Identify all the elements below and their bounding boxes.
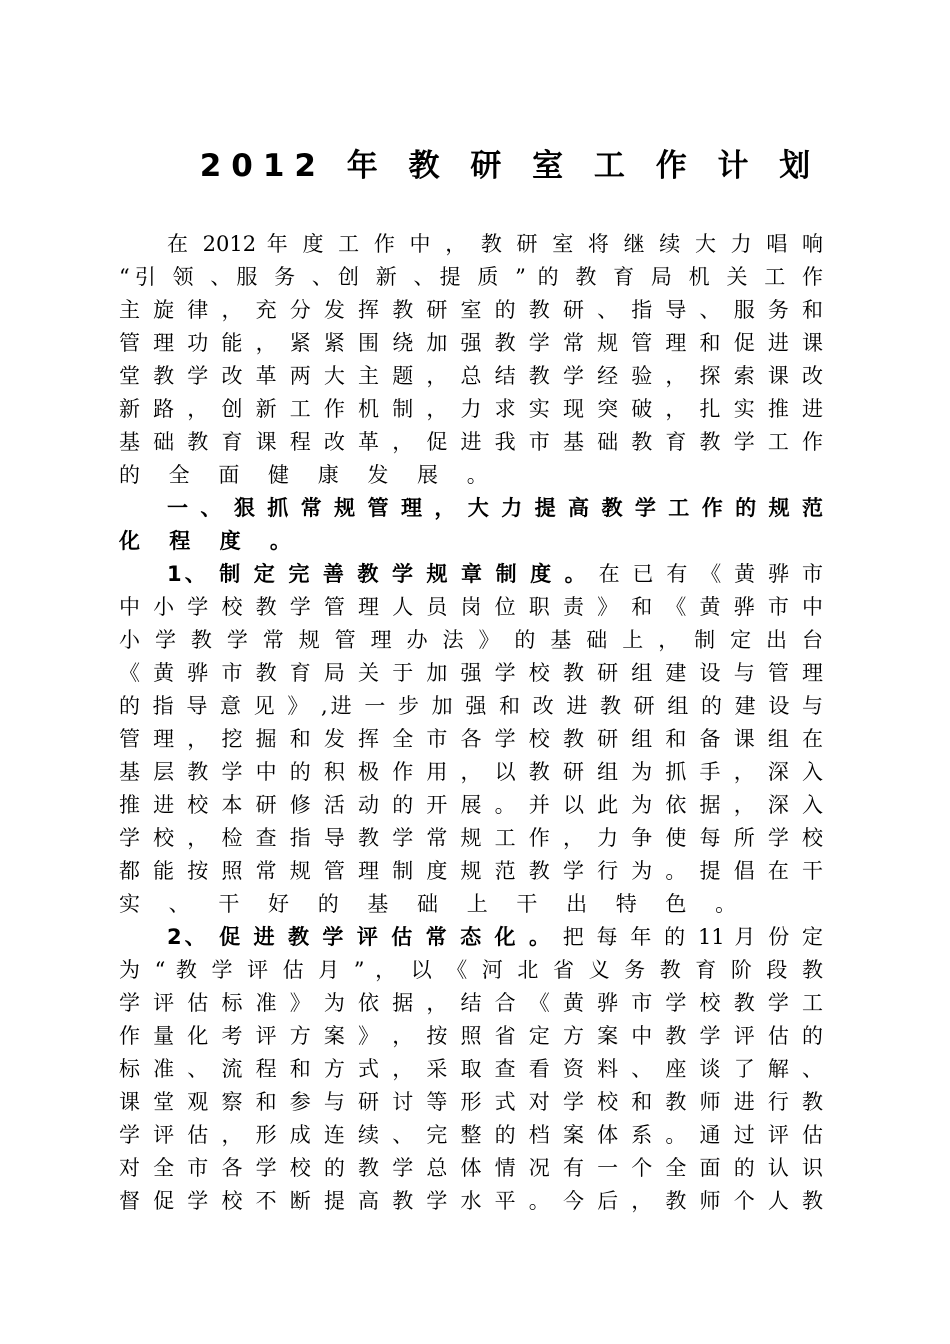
- text-line: [119, 888, 823, 921]
- text-line: [119, 294, 823, 327]
- bold-heading-text: 一 、 狠 抓 常 规 管 理 ， 大 力 提 高 教 学 工 作 的 规 范: [167, 496, 823, 520]
- body-text-run: 学 校 ， 检 查 指 导 教 学 常 规 工 作 ， 力 争 使 每 所 学 校: [119, 826, 823, 850]
- body-text-run: 管 理 功 能 ， 紧 紧 围 绕 加 强 教 学 常 规 管 理 和 促 进 课: [119, 331, 823, 355]
- body-text-run: 推 进 校 本 研 修 活 动 的 开 展 。 并 以 此 为 依 据 ， 深 入: [119, 793, 823, 817]
- text-line: [119, 525, 823, 558]
- text-line: [119, 855, 823, 888]
- text-line: [119, 723, 823, 756]
- text-line: [119, 327, 823, 360]
- body-text-run: 基 层 教 学 中 的 积 极 作 用 ， 以 教 研 组 为 抓 手 ， 深 入: [119, 760, 823, 784]
- text-line: [119, 690, 823, 723]
- text-line: [119, 789, 823, 822]
- text-line: [119, 624, 823, 657]
- text-line: [119, 1185, 823, 1218]
- text-line: [119, 393, 823, 426]
- text-line: [119, 360, 823, 393]
- text-line: [119, 1053, 823, 1086]
- body-text-run: 学 评 估 标 准 》 为 依 据 ， 结 合 《 黄 骅 市 学 校 教 学 工: [119, 991, 823, 1015]
- bold-heading-text: 2、 促 进 教 学 评 估 常 态 化 。: [167, 925, 554, 949]
- text-line: [119, 954, 823, 987]
- body-text-run: 课 堂 观 察 和 参 与 研 讨 等 形 式 对 学 校 和 教 师 进 行 教: [119, 1090, 823, 1114]
- text-line: [119, 822, 823, 855]
- body-text-run: 作 量 化 考 评 方 案 》 ， 按 照 省 定 方 案 中 教 学 评 估 的: [119, 1024, 823, 1048]
- document-title: 2012 年 教 研 室 工 作 计 划: [199, 148, 821, 184]
- document-body: [119, 228, 823, 1218]
- body-text-run: 实 、 干 好 的 基 础 上 干 出 特 色 。: [119, 892, 748, 916]
- body-text-run: 为 “ 教 学 评 估 月 ” ， 以 《 河 北 省 义 务 教 育 阶 段 教: [119, 958, 823, 982]
- text-line: [119, 426, 823, 459]
- body-text-run: 对 全 市 各 学 校 的 教 学 总 体 情 况 有 一 个 全 面 的 认 识: [119, 1156, 823, 1180]
- body-text-run: 主 旋 律 ， 充 分 发 挥 教 研 室 的 教 研 、 指 导 、 服 务 和: [119, 298, 823, 322]
- body-text-run: 学 评 估 ， 形 成 连 续 、 完 整 的 档 案 体 系 。 通 过 评 估: [119, 1123, 823, 1147]
- text-line: [119, 459, 823, 492]
- text-line: [119, 1086, 823, 1119]
- body-text-run: 中 小 学 校 教 学 管 理 人 员 岗 位 职 责 》 和 《 黄 骅 市 中: [119, 595, 823, 619]
- body-text-run: 的 全 面 健 康 发 展 。: [119, 463, 499, 487]
- text-line: [119, 1020, 823, 1053]
- text-line: [119, 261, 823, 294]
- text-line: [119, 987, 823, 1020]
- text-line: [119, 657, 823, 690]
- body-text-run: 《 黄 骅 市 教 育 局 关 于 加 强 学 校 教 研 组 建 设 与 管 理: [119, 661, 823, 685]
- text-line: [119, 591, 823, 624]
- body-text-run: 基 础 教 育 课 程 改 革 ， 促 进 我 市 基 础 教 育 教 学 工 作: [119, 430, 823, 454]
- text-line: [119, 921, 823, 954]
- body-text-run: 堂 教 学 改 革 两 大 主 题 ， 总 结 教 学 经 验 ， 探 索 课 改: [119, 364, 823, 388]
- body-text-run: 把 每 年 的 11 月 份 定: [553, 925, 823, 949]
- body-text-run: 的 指 导 意 见 》 ,进 一 步 加 强 和 改 进 教 研 组 的 建 设 与: [119, 694, 823, 718]
- text-line: [119, 228, 823, 261]
- text-line: [119, 1152, 823, 1185]
- body-text-run: 管 理 ， 挖 掘 和 发 挥 全 市 各 学 校 教 研 组 和 备 课 组 在: [119, 727, 823, 751]
- body-text-run: 都 能 按 照 常 规 管 理 制 度 规 范 教 学 行 为 。 提 倡 在 干: [119, 859, 823, 883]
- body-text-run: 在 2012 年 度 工 作 中 ， 教 研 室 将 继 续 大 力 唱 响: [167, 232, 823, 256]
- text-line: [119, 1119, 823, 1152]
- text-line: [119, 756, 823, 789]
- body-text-run: 新 路 ， 创 新 工 作 机 制 ， 力 求 实 现 突 破 ， 扎 实 推 进: [119, 397, 823, 421]
- body-text-run: “引 领 、服 务 、创 新 、提 质 ” 的 教 育 局 机 关 工 作: [119, 265, 823, 289]
- text-line: [119, 492, 823, 525]
- bold-heading-text: 化 程 度 。: [119, 529, 302, 553]
- body-text-run: 小 学 教 学 常 规 管 理 办 法 》 的 基 础 上 ， 制 定 出 台: [119, 628, 823, 652]
- text-line: [119, 558, 823, 591]
- bold-heading-text: 1、 制 定 完 善 教 学 规 章 制 度 。: [167, 562, 589, 586]
- body-text-run: 标 准 、 流 程 和 方 式 ， 采 取 查 看 资 料 、 座 谈 了 解 、: [119, 1057, 823, 1081]
- body-text-run: 督 促 学 校 不 断 提 高 教 学 水 平 。 今 后 ， 教 师 个 人 教: [119, 1189, 823, 1213]
- body-text-run: 在 已 有 《 黄 骅 市: [588, 562, 823, 586]
